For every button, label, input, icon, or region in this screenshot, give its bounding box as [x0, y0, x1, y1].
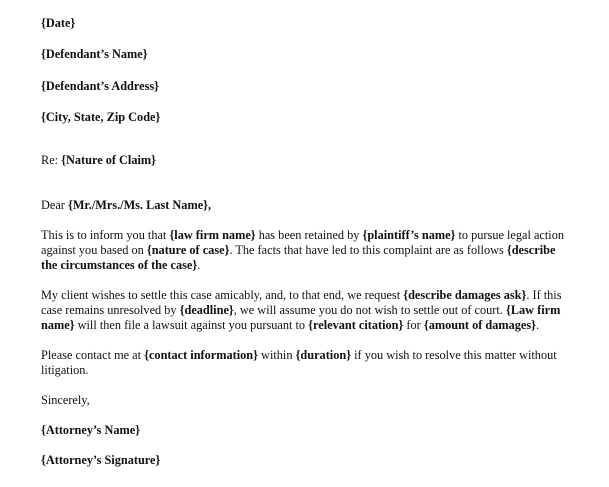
law-firm-name-placeholder-2: {Law firm	[505, 303, 561, 317]
salutation-name-placeholder: {Mr./Mrs./Ms. Last Name},	[67, 198, 212, 212]
paragraph-settlement-row-2	[41, 303, 601, 318]
text-run: litigation.	[41, 363, 89, 377]
text-run: This is to inform you that	[41, 228, 170, 242]
city-state-zip-placeholder: {City, State, Zip Code}	[41, 110, 161, 124]
describe-damages-placeholder: {describe damages ask}	[403, 288, 527, 302]
salutation-line	[41, 198, 211, 213]
text-run: , we will assume you do not wish to settle out of court.	[233, 303, 506, 317]
paragraph-intro-row-2	[41, 243, 601, 258]
paragraph-settlement	[41, 288, 601, 333]
text-run: My client wishes to settle this case amicably, and, to that end, we request	[41, 288, 404, 302]
paragraph-contact-row-2	[41, 363, 601, 378]
subject-line	[41, 153, 156, 168]
text-run: against you based on	[41, 243, 147, 257]
plaintiff-name-placeholder: {plaintiff’s name}	[362, 228, 456, 242]
law-firm-name-placeholder: {law firm name}	[169, 228, 256, 242]
defendant-address-placeholder: {Defendant’s Address}	[41, 79, 159, 93]
defendant-address-line	[41, 79, 159, 94]
paragraph-contact-row-1	[41, 348, 601, 363]
text-run: if you wish to resolve this matter without	[351, 348, 557, 362]
text-run: .	[536, 318, 540, 332]
text-run: .	[197, 258, 201, 272]
relevant-citation-placeholder: {relevant citation}	[308, 318, 404, 332]
text-run: Please contact me at	[41, 348, 145, 362]
describe-circumstances-placeholder-cont: the circumstances of the case}	[41, 258, 198, 272]
nature-of-case-placeholder: {nature of case}	[146, 243, 230, 257]
duration-placeholder: {duration}	[295, 348, 352, 362]
text-run: within	[257, 348, 296, 362]
deadline-placeholder: {deadline}	[179, 303, 234, 317]
text-run: case remains unresolved by	[41, 303, 180, 317]
re-label: Re:	[41, 153, 62, 167]
attorney-name-placeholder: {Attorney’s Name}	[41, 423, 141, 437]
dear-label: Dear	[41, 198, 68, 212]
attorney-signature-line	[41, 453, 160, 468]
text-run: . The facts that have led to this complaint are as follows	[229, 243, 507, 257]
paragraph-intro-row-3	[41, 258, 601, 273]
defendant-name-placeholder: {Defendant’s Name}	[41, 47, 148, 61]
describe-circumstances-placeholder: {describe	[506, 243, 556, 257]
paragraph-settlement-row-3	[41, 318, 601, 333]
paragraph-settlement-row-1	[41, 288, 601, 303]
text-run: has been retained by	[255, 228, 363, 242]
text-run: will then file a lawsuit against you pursuant to	[74, 318, 309, 332]
amount-of-damages-placeholder: {amount of damages}	[423, 318, 537, 332]
paragraph-intro-row-1	[41, 228, 601, 243]
attorney-signature-placeholder: {Attorney’s Signature}	[41, 453, 161, 467]
text-run: . If this	[526, 288, 562, 302]
paragraph-contact	[41, 348, 601, 378]
date-placeholder: {Date}	[41, 16, 76, 30]
attorney-name-line	[41, 423, 140, 438]
law-firm-name-placeholder-2-cont: name}	[41, 318, 75, 332]
closing-text: Sincerely,	[41, 393, 90, 407]
defendant-name-line	[41, 47, 148, 62]
closing-line	[41, 393, 90, 408]
text-run: for	[403, 318, 424, 332]
text-run: to pursue legal action	[455, 228, 565, 242]
date-line	[41, 16, 75, 31]
paragraph-intro	[41, 228, 601, 273]
contact-information-placeholder: {contact information}	[144, 348, 258, 362]
city-state-zip-line	[41, 110, 160, 125]
nature-of-claim-placeholder: {Nature of Claim}	[61, 153, 157, 167]
